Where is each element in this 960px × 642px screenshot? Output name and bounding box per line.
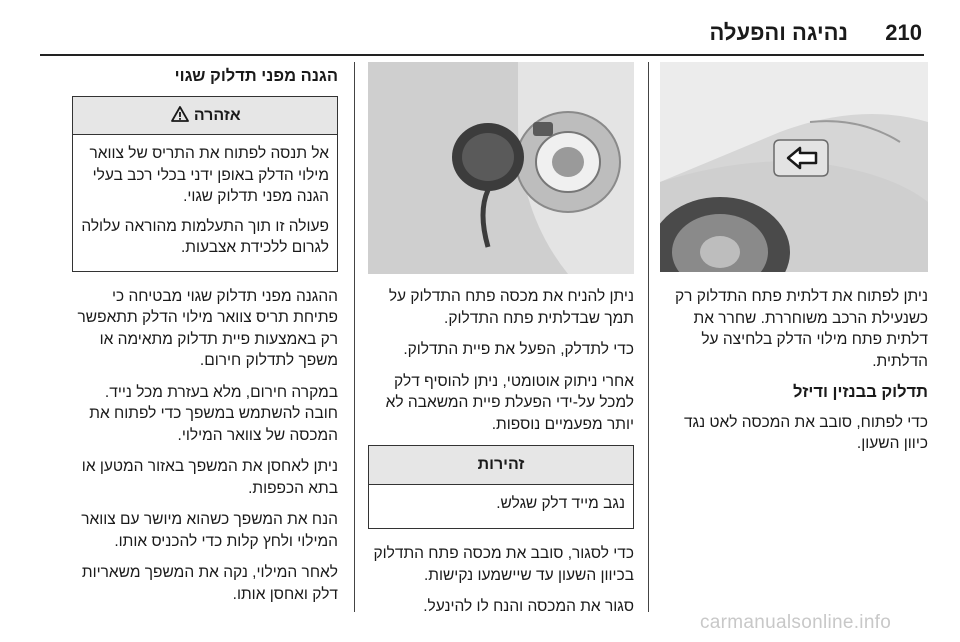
warning-text: אל תנסה לפתוח את התריס של צוואר מילוי הדלק באופן ידני בכלי רכב בעלי הגנה מפני תדלוק שגוי. <box>89 145 329 205</box>
fuel-cap-illustration <box>368 62 634 274</box>
paragraph: כדי לפתוח, סובב את המכסה לאט נגד כיוון השעון. <box>683 413 928 452</box>
paragraph: כדי לתדלק, הפעל את פיית התדלוק. <box>403 341 634 358</box>
warning-header <box>73 97 337 136</box>
column-left <box>72 62 338 615</box>
warning-triangle-icon <box>171 106 189 122</box>
section-title: הגנה מפני תדלוק שגוי <box>174 67 338 85</box>
paragraph: לאחר המילוי, נקה את המשפך משאריות דלק ואחסן אותו. <box>81 564 338 603</box>
page-header <box>0 0 960 58</box>
paragraph: אחרי ניתוק אוטומטי, ניתן להוסיף דלק למכל על-ידי הפעלת פיית המשאבה לא יותר מפעמיים נוספות. <box>385 372 634 433</box>
caution-text: נגב מייד דלק שגלש. <box>496 494 625 512</box>
warning-title: אזהרה <box>193 106 241 124</box>
subheading: תדלוק בבנזין ודיזל <box>792 383 928 401</box>
page-number: 210 <box>885 20 922 45</box>
warning-box <box>72 96 338 272</box>
fuel-flap-photo <box>660 62 928 272</box>
paragraph: סגור את המכסה והנח לו להינעל. <box>423 598 634 615</box>
watermark: carmanualsonline.info <box>700 612 892 633</box>
caution-title: זהירות <box>369 446 633 485</box>
paragraph: הנח את המשפך כשהוא מיושר עם צוואר המילוי ולחץ קלות כדי להכניס אותו. <box>81 511 338 550</box>
column-right <box>660 62 928 465</box>
paragraph: במקרה חירום, מלא בעזרת מכל נייד. חובה להשתמש במשפך כדי לפתוח את המכסה של צוואר המילוי. <box>89 383 338 444</box>
car-rear-illustration <box>660 62 928 272</box>
warning-text: פעולה זו תוך התעלמות מהוראה עלולה לגרום ללכידת אצבעות. <box>81 217 329 256</box>
paragraph: ניתן לפתוח את דלתית פתח התדלוק רק כשנעילת הרכב משוחררת. שחרר את דלתית פתח מילוי הדלק בלחיצה על הדלתית. <box>675 288 928 370</box>
paragraph: ניתן להניח את מכסה פתח התדלוק על תמך שבדלתית פתח התדלוק. <box>388 288 634 327</box>
cap-holder <box>533 122 553 136</box>
column-middle <box>368 62 634 628</box>
filler-neck <box>516 112 620 212</box>
paragraph: ניתן לאחסן את המשפך באזור המטען או בתא הכפפות. <box>81 458 338 497</box>
fuel-cap-photo <box>368 62 634 274</box>
column-divider <box>648 62 649 612</box>
paragraph: ההגנה מפני תדלוק שגוי מבטיחה כי פתיחת תריס צוואר מילוי הדלק תתאפשר רק באמצעות פיית תדלוק מתאימה או משפך לתדלוק חירום. <box>77 287 338 369</box>
column-divider <box>354 62 355 612</box>
caution-box <box>368 445 634 529</box>
header-rule <box>40 54 924 56</box>
paragraph: כדי לסגור, סובב את מכסה פתח התדלוק בכיוון השעון עד שיישמעו נקישות. <box>373 545 634 584</box>
chapter-title: נהיגה והפעלה <box>709 20 848 45</box>
